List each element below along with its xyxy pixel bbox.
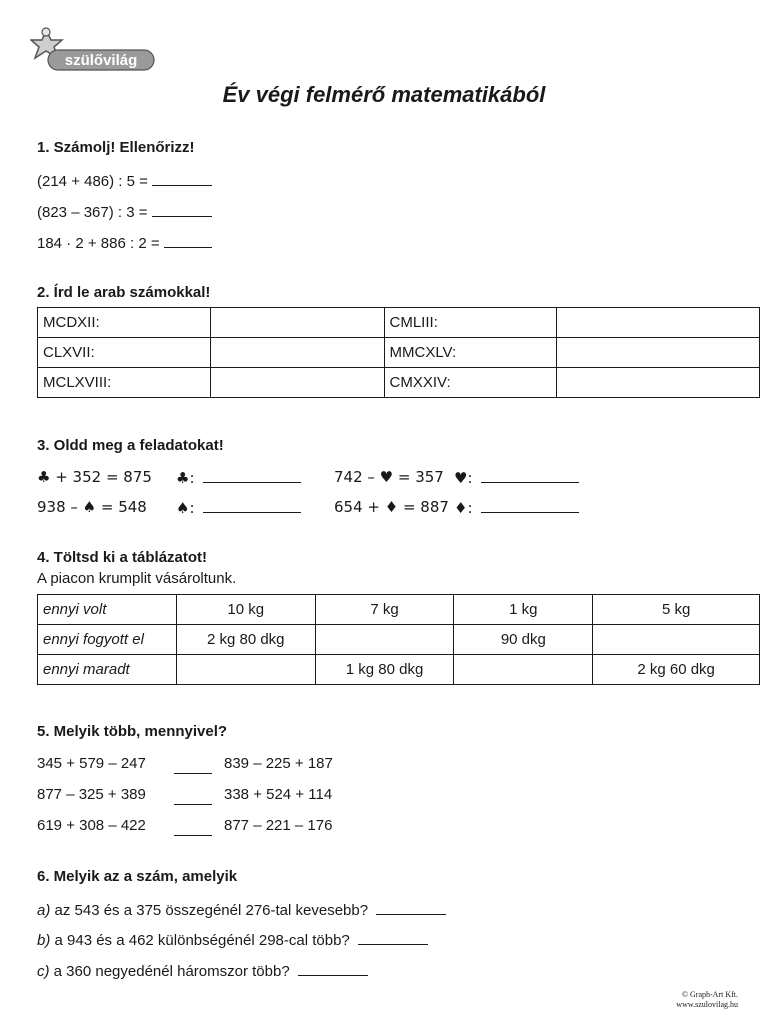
roman-numeral-table xyxy=(37,307,760,398)
szulovilag-logo xyxy=(30,26,158,74)
task6-heading: 6. Melyik az a szám, amelyik xyxy=(37,868,238,885)
task1-line-1: (214 + 486) : 5 = xyxy=(37,171,212,190)
logo-text: szülővilág xyxy=(64,52,138,69)
task2-heading: 2. Írd le arab számokkal! xyxy=(37,284,211,301)
task3-equation-2: 742 – ♥ = 357 xyxy=(334,468,444,486)
table-row xyxy=(38,368,760,398)
task6-item-a: a) az 543 és a 375 összegénél 276-tal kevesebb? xyxy=(37,900,446,919)
task3-answer-1: ♣: xyxy=(176,468,301,487)
table-cell: 7 kg xyxy=(315,595,454,625)
task4-heading: 4. Töltsd ki a táblázatot! xyxy=(37,549,208,566)
task4-subtitle: A piacon krumplit vásároltunk. xyxy=(37,570,237,587)
task5-left-3: 619 + 308 – 422 xyxy=(37,817,146,834)
task1-line-3: 184 · 2 + 886 : 2 = xyxy=(37,233,212,252)
table-cell: 5 kg xyxy=(593,595,760,625)
task3-heading: 3. Oldd meg a feladatokat! xyxy=(37,437,224,454)
roman-cell: MCLXVIII: xyxy=(38,368,211,398)
task3-equation-4: 654 + ♦ = 887 xyxy=(334,498,449,516)
task3-equation-1: ♣ + 352 = 875 xyxy=(37,468,152,486)
task3-answer-3: ♠: xyxy=(176,498,301,517)
task6-item-c: c) a 360 negyedénél háromszor több? xyxy=(37,961,368,980)
answer-cell[interactable] xyxy=(557,338,760,368)
website-url: www.szulovilag.hu xyxy=(676,1000,738,1009)
table-cell: 1 kg 80 dkg xyxy=(315,655,454,685)
answer-cell[interactable] xyxy=(454,655,593,685)
row-label: ennyi volt xyxy=(38,595,177,625)
table-row xyxy=(38,308,760,338)
task5-left-2: 877 – 325 + 389 xyxy=(37,786,146,803)
row-label: ennyi fogyott el xyxy=(38,625,177,655)
answer-cell[interactable] xyxy=(557,368,760,398)
task3-answer-4: ♦: xyxy=(454,498,579,517)
roman-cell: CMLIII: xyxy=(384,308,557,338)
answer-cell[interactable] xyxy=(210,368,384,398)
answer-cell[interactable] xyxy=(557,308,760,338)
table-cell: 1 kg xyxy=(454,595,593,625)
table-row xyxy=(38,595,760,625)
answer-cell[interactable] xyxy=(315,625,454,655)
compare-blank[interactable] xyxy=(174,759,212,774)
answer-cell[interactable] xyxy=(210,338,384,368)
task6-item-b: b) a 943 és a 462 különbségénél 298-cal több? xyxy=(37,930,428,949)
task5-right-1: 839 – 225 + 187 xyxy=(224,755,333,772)
answer-cell[interactable] xyxy=(593,625,760,655)
roman-cell: MCDXII: xyxy=(38,308,211,338)
table-row xyxy=(38,655,760,685)
table-row xyxy=(38,625,760,655)
compare-blank[interactable] xyxy=(174,821,212,836)
answer-cell[interactable] xyxy=(176,655,315,685)
potato-table xyxy=(37,594,760,685)
roman-cell: CLXVII: xyxy=(38,338,211,368)
task3-equation-3: 938 – ♠ = 548 xyxy=(37,498,147,516)
task5-left-1: 345 + 579 – 247 xyxy=(37,755,146,772)
table-cell: 90 dkg xyxy=(454,625,593,655)
table-cell: 2 kg 80 dkg xyxy=(176,625,315,655)
row-label: ennyi maradt xyxy=(38,655,177,685)
page-title: Év végi felmérő matematikából xyxy=(222,82,546,107)
copyright-text: © Graph-Art Kft. xyxy=(681,990,738,999)
task1-line-2: (823 – 367) : 3 = xyxy=(37,202,212,221)
roman-cell: CMXXIV: xyxy=(384,368,557,398)
task1-heading: 1. Számolj! Ellenőrizz! xyxy=(37,139,195,156)
answer-cell[interactable] xyxy=(210,308,384,338)
roman-cell: MMCXLV: xyxy=(384,338,557,368)
task5-right-2: 338 + 524 + 114 xyxy=(224,786,333,803)
compare-blank[interactable] xyxy=(174,790,212,805)
table-cell: 10 kg xyxy=(176,595,315,625)
table-cell: 2 kg 60 dkg xyxy=(593,655,760,685)
task5-right-3: 877 – 221 – 176 xyxy=(224,817,333,834)
task5-heading: 5. Melyik több, mennyivel? xyxy=(37,723,228,740)
task3-answer-2: ♥: xyxy=(454,468,579,487)
footer xyxy=(676,990,738,1010)
table-row xyxy=(38,338,760,368)
